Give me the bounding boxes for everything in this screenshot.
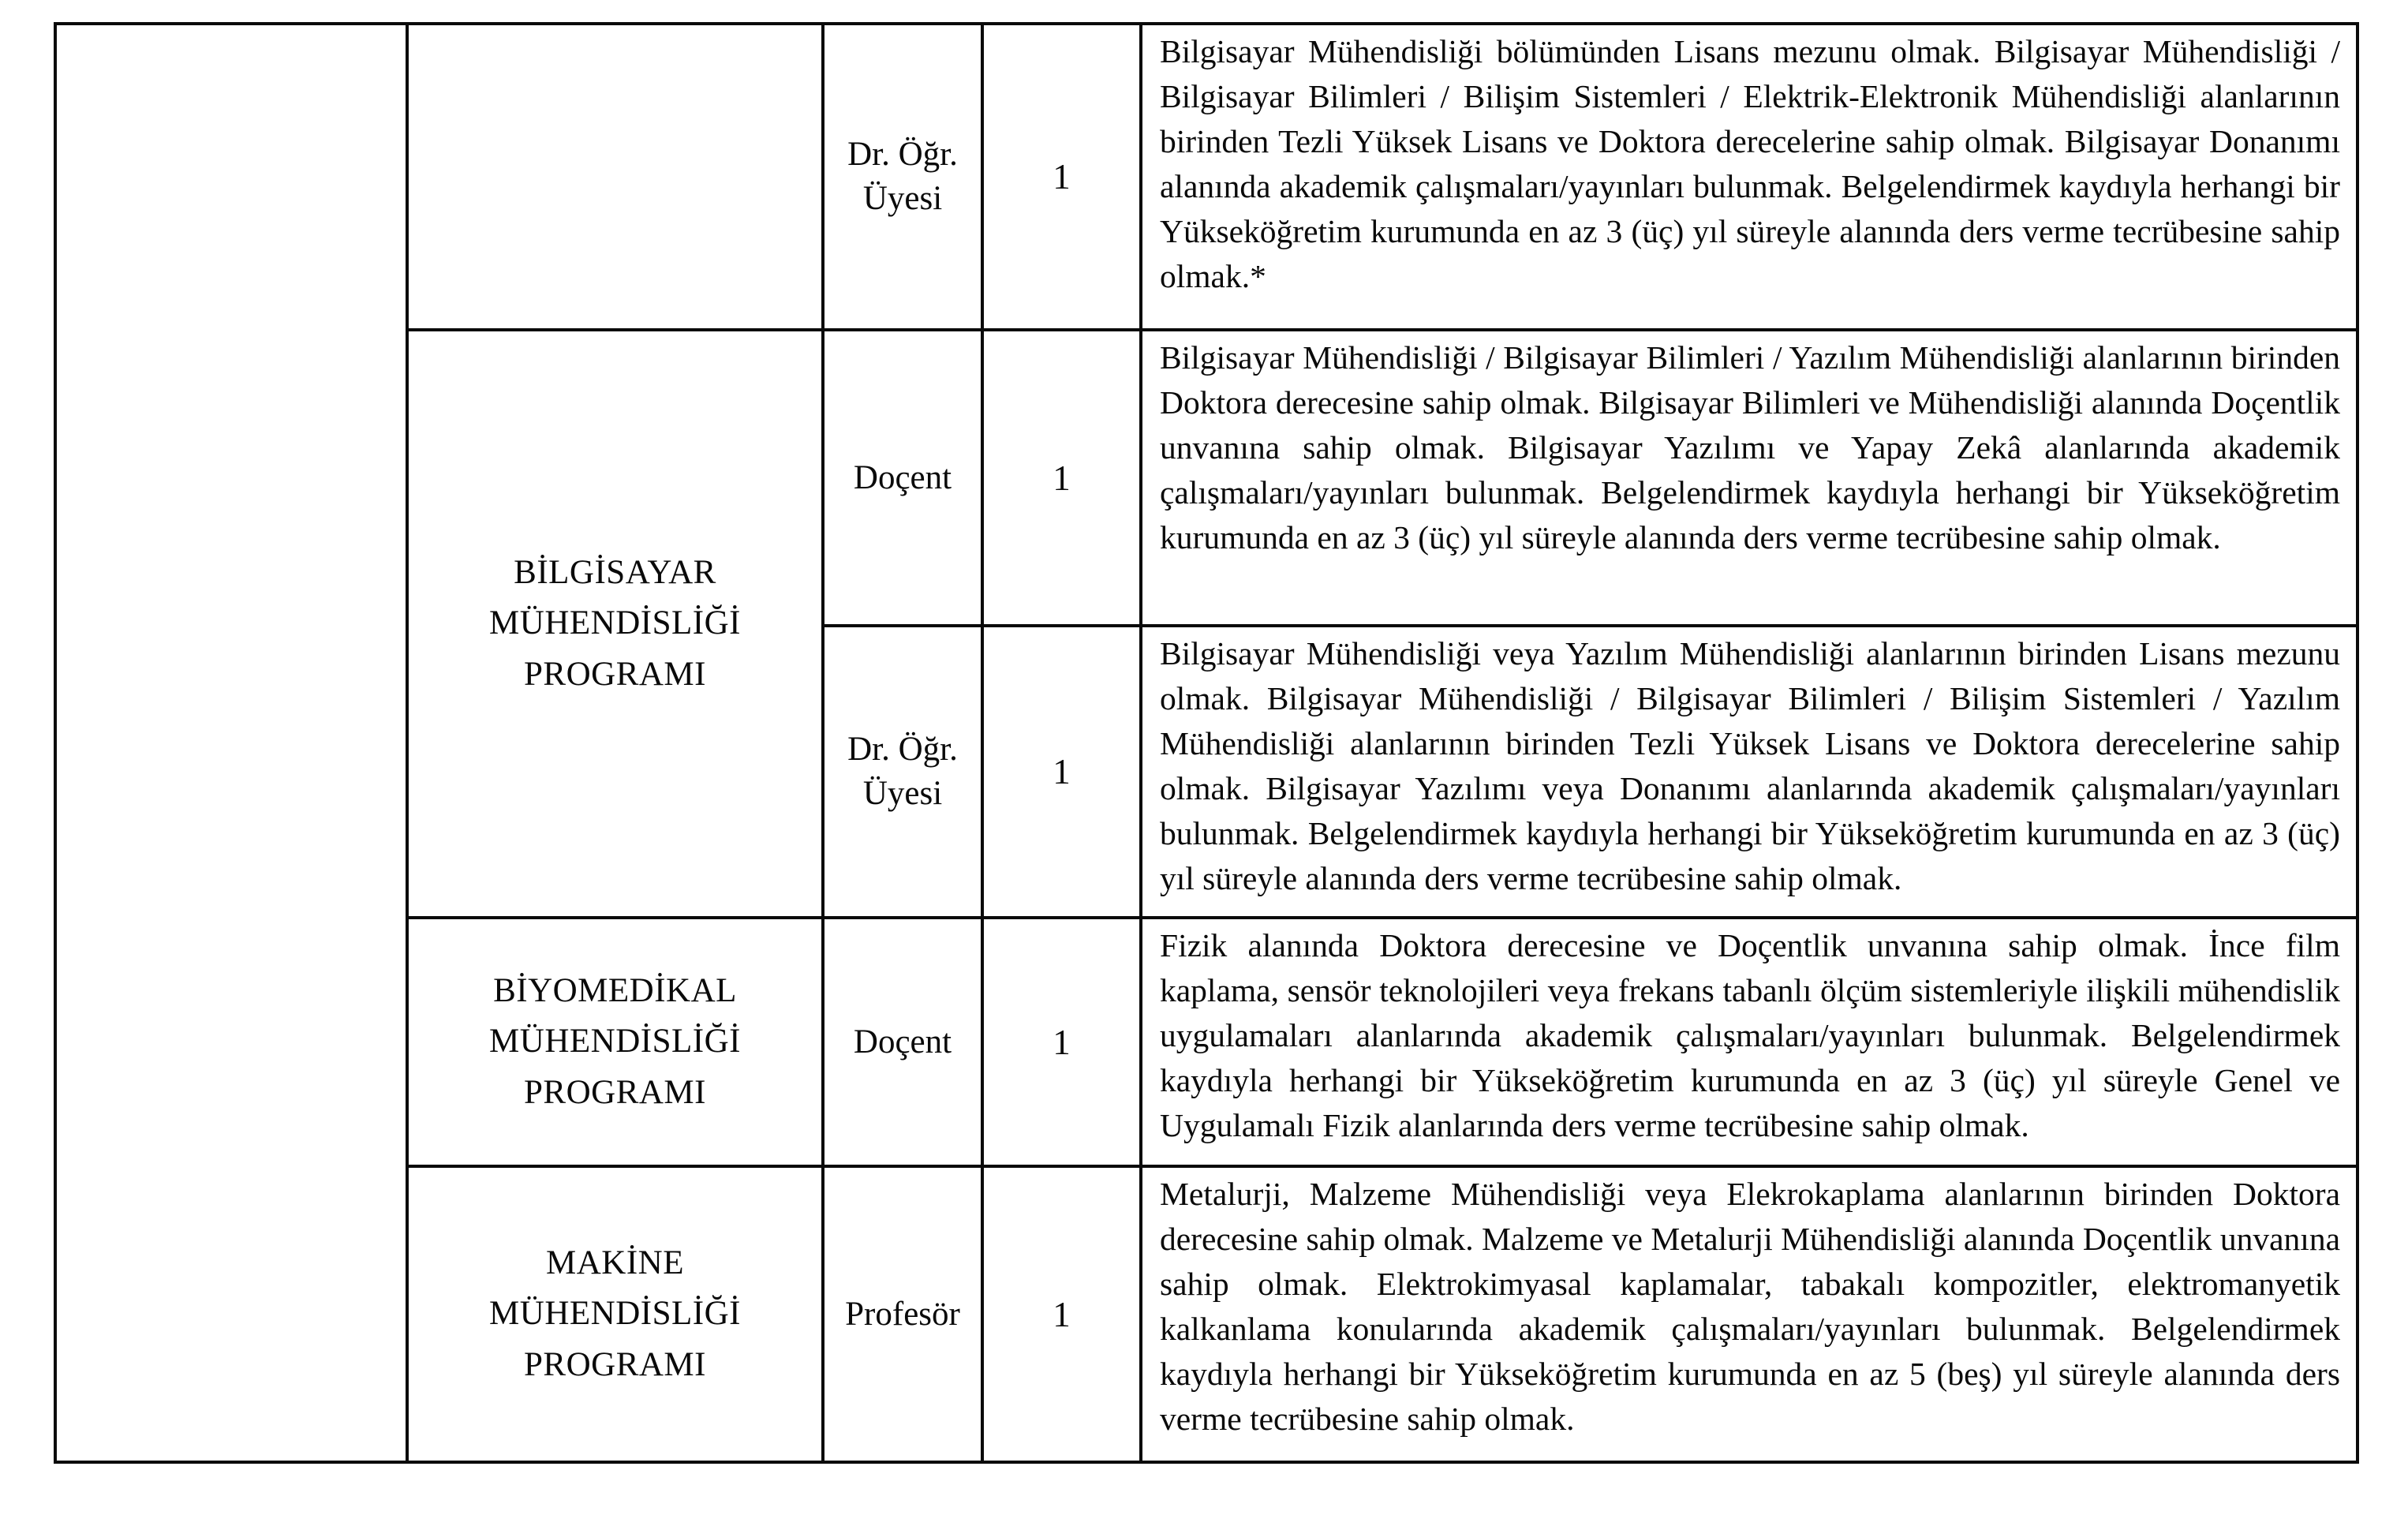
job-postings-table [54,22,2359,1464]
program-cell-makine: MAKİNE MÜHENDİSLİĞİ PROGRAMI [407,1166,823,1462]
program-cell-empty [407,24,823,330]
program-cell-biyomedikal: BİYOMEDİKAL MÜHENDİSLİĞİ PROGRAMI [407,918,823,1166]
title-cell: Doçent [823,918,982,1166]
title-cell: Dr. Öğr. Üyesi [823,626,982,918]
requirement-cell: Bilgisayar Mühendisliği veya Yazılım Mühendisliği alanlarının birinden Lisans mezunu olmak. Bilgisayar Mühendisliği / Bilgisayar Bilimleri / Bilişim Sistemleri / Yazılım Mühendisliği alanlarının birinden Tezli Yüksek Lisans ve Doktora derecelerine sahip olmak. Bilgisayar Yazılımı veya Donanımı alanlarında akademik çalışmaları/yayınları bulunmak. Belgelendirmek kaydıyla herhangi bir Yükseköğretim kurumunda en az 3 (üç) yıl süreyle alanında ders verme tecrübesine sahip olmak. [1141,626,2358,918]
requirement-cell: Bilgisayar Mühendisliği bölümünden Lisans mezunu olmak. Bilgisayar Mühendisliği / Bilgisayar Bilimleri / Bilişim Sistemleri / Elektrik-Elektronik Mühendisliği alanlarının birinden Tezli Yüksek Lisans ve Doktora derecelerine sahip olmak. Bilgisayar Donanımı alanında akademik çalışmaları/yayınları bulunmak. Belgelendirmek kaydıyla herhangi bir Yükseköğretim kurumunda en az 3 (üç) yıl süreyle alanında ders verme tecrübesine sahip olmak.* [1141,24,2358,330]
blank-left-cell [55,24,407,1462]
count-cell: 1 [982,626,1141,918]
count-cell: 1 [982,918,1141,1166]
count-cell: 1 [982,330,1141,626]
count-cell: 1 [982,1166,1141,1462]
title-cell: Profesör [823,1166,982,1462]
program-cell-bilgisayar: BİLGİSAYAR MÜHENDİSLİĞİ PROGRAMI [407,330,823,918]
title-cell: Dr. Öğr. Üyesi [823,24,982,330]
requirement-cell: Metalurji, Malzeme Mühendisliği veya Elekrokaplama alanlarının birinden Doktora derecesine sahip olmak. Malzeme ve Metalurji Mühendisliği alanında Doçentlik unvanına sahip olmak. Elektrokimyasal kaplamalar, tabakalı kompozitler, elektromanyetik kalkanlama konularında akademik çalışmaları/yayınları bulunmak. Belgelendirmek kaydıyla herhangi bir Yükseköğretim kurumunda en az 5 (beş) yıl süreyle alanında ders verme tecrübesine sahip olmak. [1141,1166,2358,1462]
requirement-cell: Fizik alanında Doktora derecesine ve Doçentlik unvanına sahip olmak. İnce film kaplama, sensör teknolojileri veya frekans tabanlı ölçüm sistemleriyle ilişkili mühendislik uygulamaları alanlarında akademik çalışmaları/yayınları bulunmak. Belgelendirmek kaydıyla herhangi bir Yükseköğretim kurumunda en az 3 (üç) yıl süreyle Genel ve Uygulamalı Fizik alanlarında ders verme tecrübesine sahip olmak. [1141,918,2358,1166]
count-cell: 1 [982,24,1141,330]
title-cell: Doçent [823,330,982,626]
requirement-cell: Bilgisayar Mühendisliği / Bilgisayar Bilimleri / Yazılım Mühendisliği alanlarının birinden Doktora derecesine sahip olmak. Bilgisayar Bilimleri ve Mühendisliği alanında Doçentlik unvanına sahip olmak. Bilgisayar Yazılımı ve Yapay Zekâ alanlarında akademik çalışmaları/yayınları bulunmak. Belgelendirmek kaydıyla herhangi bir Yükseköğretim kurumunda en az 3 (üç) yıl süreyle alanında ders verme tecrübesine sahip olmak. [1141,330,2358,626]
table-row [55,24,2358,330]
